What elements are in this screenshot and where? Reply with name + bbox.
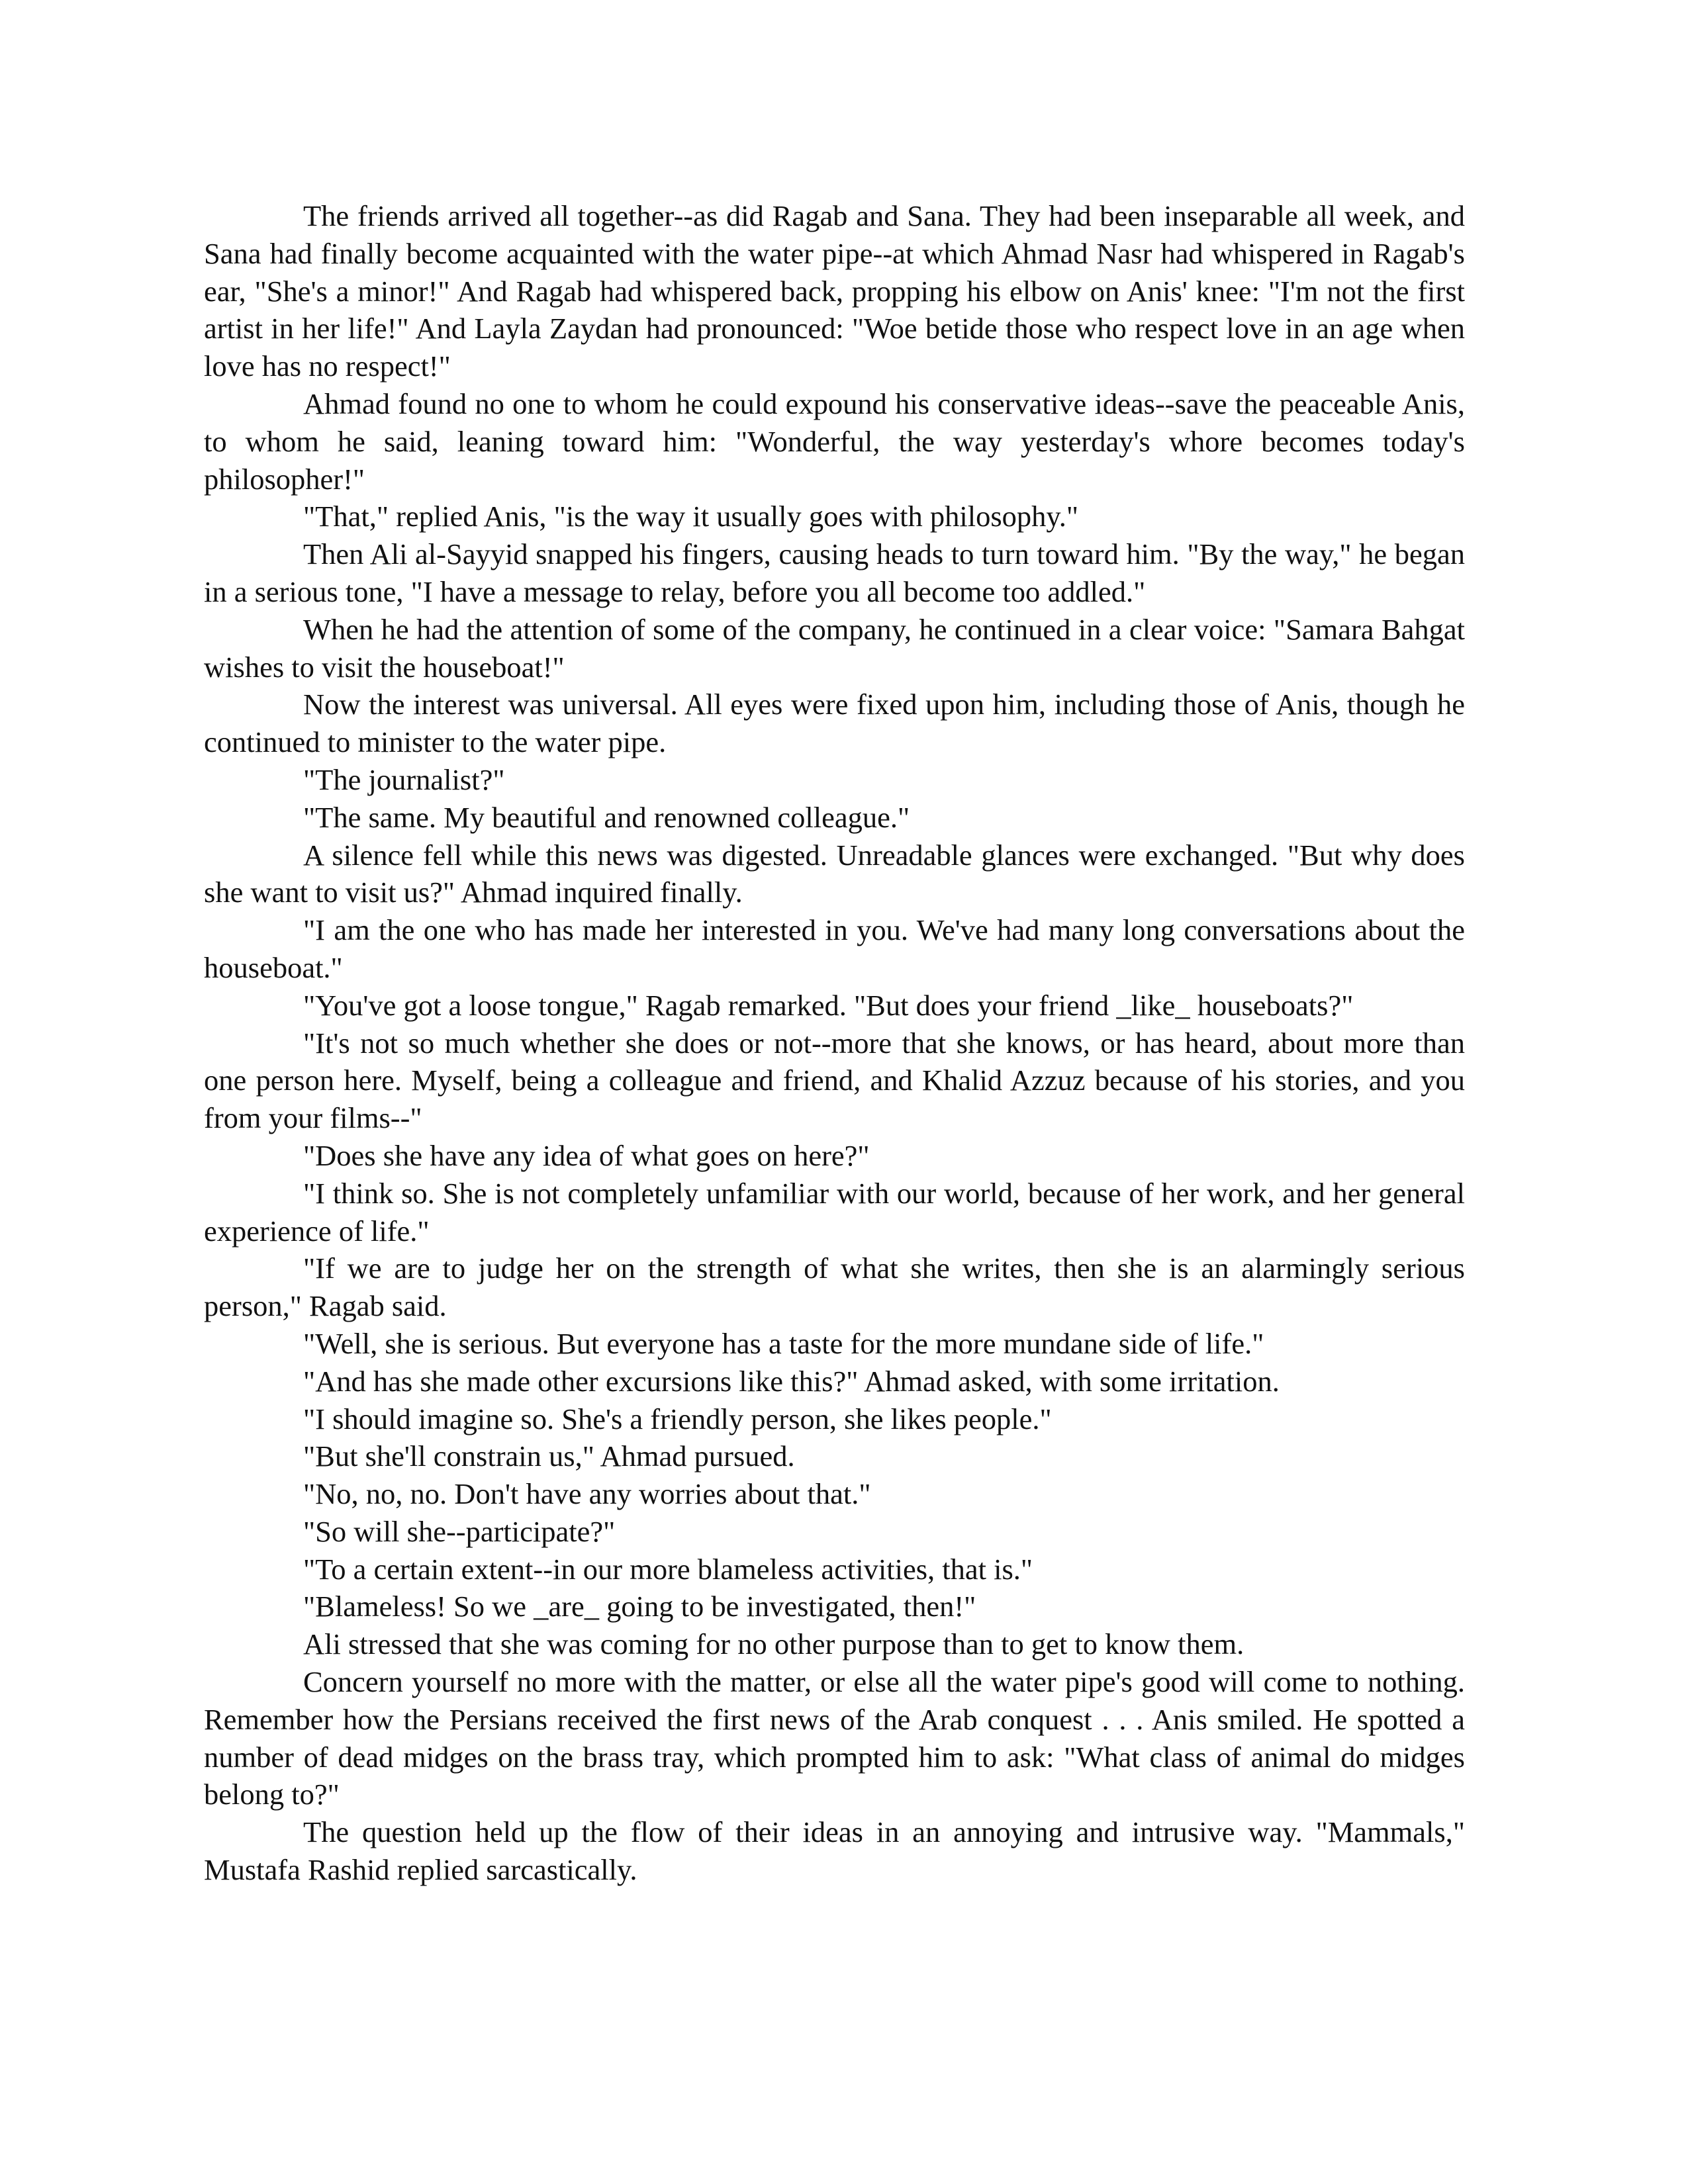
paragraph: "The journalist?" [303,762,505,796]
paragraph: Now the interest was universal. All eyes were fixed upon him, including those of Anis, though he continued to minister to the water pipe. [204,688,1465,759]
paragraph: "Blameless! So we _are_ going to be investigated, then!" [303,1590,976,1623]
text-body [204,197,1465,1889]
paragraph: "No, no, no. Don't have any worries about that." [303,1477,871,1511]
paragraph: "And has she made other excursions like this?" Ahmad asked, with some irritation. [303,1364,1280,1398]
paragraph: Ahmad found no one to whom he could expound his conservative ideas--save the peaceable Anis, to whom he said, leaning toward him: "Wonderful, the way yesterday's whore becomes today's philosopher!" [204,387,1465,496]
paragraph: "Does she have any idea of what goes on here?" [303,1138,870,1172]
paragraph: "The same. My beautiful and renowned colleague." [303,800,910,834]
paragraph: The friends arrived all together--as did Ragab and Sana. They had been inseparable all week, and Sana had finally become acquainted with the water pipe--at which Ahmad Nasr had whispered in Ragab's ear, "She's a minor!" And Ragab had whispered back, propping his elbow on Anis' knee: "I'm not the first artist in her life!" And Layla Zaydan had pronounced: "Woe betide those who respect love in an age when love has no respect!" [204,199,1465,383]
paragraph: "It's not so much whether she does or not--more that she knows, or has heard, about more than one person here. Myself, being a colleague and friend, and Khalid Azzuz because of his stories, and you from your films--" [204,1026,1465,1135]
paragraph: Then Ali al-Sayyid snapped his fingers, causing heads to turn toward him. "By the way," he began in a serious tone, "I have a message to relay, before you all become too addled." [204,537,1465,608]
paragraph: The question held up the flow of their ideas in an annoying and intrusive way. "Mammals," Mustafa Rashid replied sarcastically. [204,1815,1465,1887]
paragraph: "Well, she is serious. But everyone has a taste for the more mundane side of life." [303,1326,1264,1360]
paragraph: "If we are to judge her on the strength of what she writes, then she is an alarmingly serious person," Ragab said. [204,1251,1465,1323]
paragraph: "You've got a loose tongue," Ragab remarked. "But does your friend _like_ houseboats?" [303,988,1354,1022]
paragraph: "I am the one who has made her interested in you. We've had many long conversations about the houseboat." [204,913,1465,984]
paragraph: A silence fell while this news was digested. Unreadable glances were exchanged. "But why does she want to visit us?" Ahmad inquired finally. [204,838,1465,909]
paragraph: When he had the attention of some of the company, he continued in a clear voice: "Samara Bahgat wishes to visit the houseboat!" [204,612,1465,684]
paragraph: Concern yourself no more with the matter, or else all the water pipe's good will come to nothing. Remember how the Persians received the first news of the Arab conquest . . . Anis smiled. He spotted a number of dead midges on the brass tray, which prompted him to ask: "What class of animal do midges belong to?" [204,1665,1465,1811]
paragraph: "But she'll constrain us," Ahmad pursued. [303,1439,795,1473]
paragraph: "To a certain extent--in our more blameless activities, that is." [303,1552,1033,1586]
paragraph: "So will she--participate?" [303,1514,616,1548]
paragraph: Ali stressed that she was coming for no other purpose than to get to know them. [303,1627,1244,1661]
paragraph: "I should imagine so. She's a friendly person, she likes people." [303,1402,1052,1435]
paragraph: "That," replied Anis, "is the way it usually goes with philosophy." [303,500,1079,533]
paragraph: "I think so. She is not completely unfamiliar with our world, because of her work, and her general experience of life." [204,1176,1465,1248]
